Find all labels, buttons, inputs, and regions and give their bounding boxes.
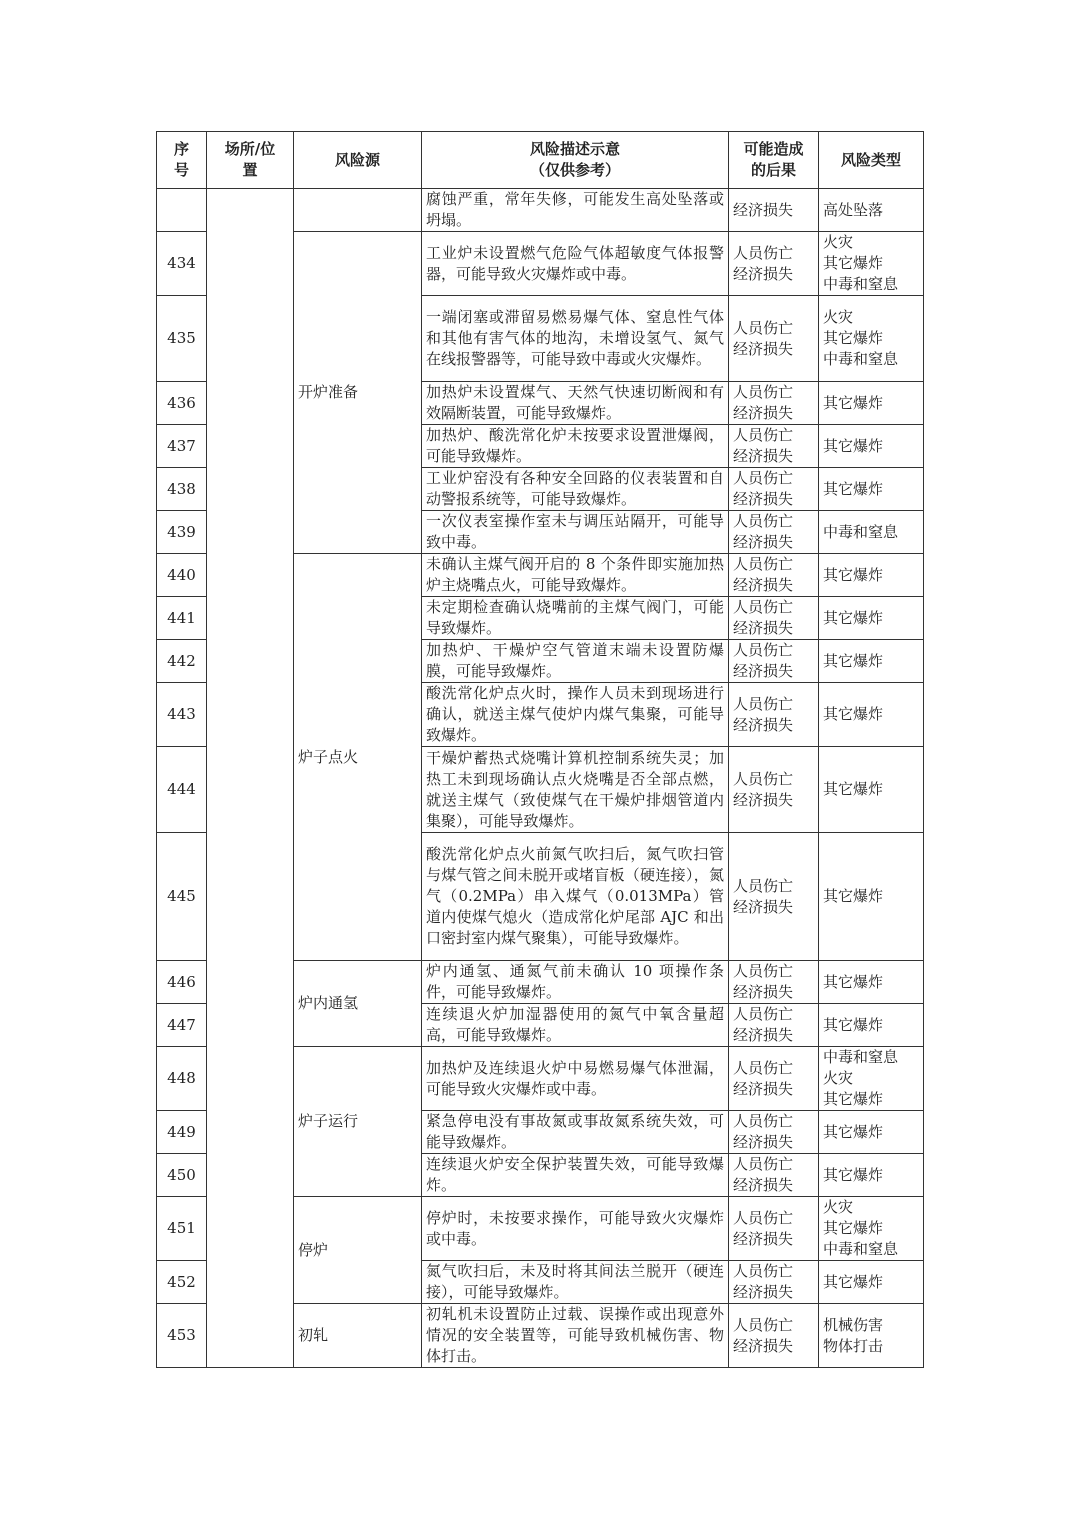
row-number: 447 (157, 1004, 207, 1047)
row-number: 440 (157, 554, 207, 597)
consequence: 人员伤亡 经济损失 (729, 833, 819, 961)
risk-type: 其它爆炸 (819, 640, 924, 683)
risk-source: 炉内通氢 (294, 961, 422, 1047)
row-number: 453 (157, 1304, 207, 1368)
risk-description: 工业炉未设置燃气危险气体超敏度气体报警器，可能导致火灾爆炸或中毒。 (422, 232, 729, 296)
consequence: 人员伤亡 经济损失 (729, 468, 819, 511)
risk-description: 停炉时，未按要求操作，可能导致火灾爆炸或中毒。 (422, 1197, 729, 1261)
risk-type: 高处坠落 (819, 189, 924, 232)
consequence: 人员伤亡 经济损失 (729, 1304, 819, 1368)
consequence: 人员伤亡 经济损失 (729, 554, 819, 597)
risk-type: 其它爆炸 (819, 425, 924, 468)
row-number: 434 (157, 232, 207, 296)
row-number: 445 (157, 833, 207, 961)
risk-description: 连续退火炉加湿器使用的氮气中氧含量超高，可能导致爆炸。 (422, 1004, 729, 1047)
consequence: 人员伤亡 经济损失 (729, 747, 819, 833)
risk-type: 中毒和窒息 (819, 511, 924, 554)
risk-description: 炉内通氢、通氮气前未确认 10 项操作条件，可能导致爆炸。 (422, 961, 729, 1004)
header-location: 场所/位 置 (207, 132, 294, 189)
table-header-row (157, 132, 924, 189)
consequence: 人员伤亡 经济损失 (729, 1047, 819, 1111)
risk-type: 机械伤害 物体打击 (819, 1304, 924, 1368)
risk-type: 其它爆炸 (819, 961, 924, 1004)
risk-type: 火灾 其它爆炸 中毒和窒息 (819, 1197, 924, 1261)
risk-type: 其它爆炸 (819, 382, 924, 425)
risk-description: 腐蚀严重，常年失修，可能发生高处坠落或坍塌。 (422, 189, 729, 232)
consequence: 人员伤亡 经济损失 (729, 1111, 819, 1154)
risk-description: 干燥炉蓄热式烧嘴计算机控制系统失灵；加热工未到现场确认点火烧嘴是否全部点燃，就送主煤气（致使煤气在干燥炉排烟管道内集聚），可能导致爆炸。 (422, 747, 729, 833)
risk-description: 一次仪表室操作室未与调压站隔开，可能导致中毒。 (422, 511, 729, 554)
risk-description: 加热炉未设置煤气、天然气快速切断阀和有效隔断装置，可能导致爆炸。 (422, 382, 729, 425)
risk-description: 加热炉及连续退火炉中易燃易爆气体泄漏，可能导致火灾爆炸或中毒。 (422, 1047, 729, 1111)
consequence: 人员伤亡 经济损失 (729, 640, 819, 683)
risk-type: 其它爆炸 (819, 1261, 924, 1304)
consequence: 人员伤亡 经济损失 (729, 683, 819, 747)
risk-type: 其它爆炸 (819, 1154, 924, 1197)
risk-description: 工业炉窑没有各种安全回路的仪表装置和自动警报系统等，可能导致爆炸。 (422, 468, 729, 511)
row-number: 436 (157, 382, 207, 425)
risk-type: 其它爆炸 (819, 468, 924, 511)
consequence: 经济损失 (729, 189, 819, 232)
consequence: 人员伤亡 经济损失 (729, 511, 819, 554)
risk-type: 其它爆炸 (819, 1111, 924, 1154)
risk-description: 酸洗常化炉点火前氮气吹扫后，氮气吹扫管与煤气管之间未脱开或堵盲板（硬连接），氮气（0.2MPa）串入煤气（0.013MPa）管道内使煤气熄火（造成常化炉尾部 AJC 和出口密封室内煤气聚集），可能导致爆炸。 (422, 833, 729, 961)
risk-description: 未确认主煤气阀开启的 8 个条件即实施加热炉主烧嘴点火，可能导致爆炸。 (422, 554, 729, 597)
risk-description: 连续退火炉安全保护装置失效，可能导致爆炸。 (422, 1154, 729, 1197)
header-source: 风险源 (294, 132, 422, 189)
risk-description: 未定期检查确认烧嘴前的主煤气阀门，可能导致爆炸。 (422, 597, 729, 640)
row-number: 443 (157, 683, 207, 747)
risk-description: 初轧机未设置防止过载、误操作或出现意外情况的安全装置等，可能导致机械伤害、物体打击。 (422, 1304, 729, 1368)
header-consequence: 可能造成 的后果 (729, 132, 819, 189)
risk-source: 停炉 (294, 1197, 422, 1304)
risk-type: 其它爆炸 (819, 1004, 924, 1047)
risk-description: 酸洗常化炉点火时，操作人员未到现场进行确认，就送主煤气使炉内煤气集聚，可能导致爆炸。 (422, 683, 729, 747)
consequence: 人员伤亡 经济损失 (729, 961, 819, 1004)
risk-type: 其它爆炸 (819, 683, 924, 747)
consequence: 人员伤亡 经济损失 (729, 296, 819, 382)
risk-source: 炉子运行 (294, 1047, 422, 1197)
risk-type: 其它爆炸 (819, 747, 924, 833)
risk-table (156, 131, 924, 1368)
risk-description: 一端闭塞或滞留易燃易爆气体、窒息性气体和其他有害气体的地沟，未增设氢气、氮气在线报警器等，可能导致中毒或火灾爆炸。 (422, 296, 729, 382)
risk-description: 加热炉、干燥炉空气管道末端未设置防爆膜，可能导致爆炸。 (422, 640, 729, 683)
row-number: 435 (157, 296, 207, 382)
risk-source: 炉子点火 (294, 554, 422, 961)
row-number: 441 (157, 597, 207, 640)
row-number: 439 (157, 511, 207, 554)
consequence: 人员伤亡 经济损失 (729, 425, 819, 468)
consequence: 人员伤亡 经济损失 (729, 1154, 819, 1197)
row-number: 449 (157, 1111, 207, 1154)
row-number: 448 (157, 1047, 207, 1111)
table-row (157, 189, 924, 232)
risk-source: 初轧 (294, 1304, 422, 1368)
risk-source: 开炉准备 (294, 232, 422, 554)
consequence: 人员伤亡 经济损失 (729, 232, 819, 296)
risk-type: 其它爆炸 (819, 833, 924, 961)
row-number: 437 (157, 425, 207, 468)
risk-type: 火灾 其它爆炸 中毒和窒息 (819, 296, 924, 382)
consequence: 人员伤亡 经济损失 (729, 1261, 819, 1304)
consequence: 人员伤亡 经济损失 (729, 597, 819, 640)
risk-type: 其它爆炸 (819, 554, 924, 597)
risk-source (294, 189, 422, 232)
header-description: 风险描述示意 （仅供参考） (422, 132, 729, 189)
risk-description: 氮气吹扫后，未及时将其间法兰脱开（硬连接），可能导致爆炸。 (422, 1261, 729, 1304)
risk-description: 紧急停电没有事故氮或事故氮系统失效，可能导致爆炸。 (422, 1111, 729, 1154)
row-number: 450 (157, 1154, 207, 1197)
header-type: 风险类型 (819, 132, 924, 189)
row-number: 451 (157, 1197, 207, 1261)
row-number: 452 (157, 1261, 207, 1304)
header-seq: 序 号 (157, 132, 207, 189)
risk-type: 火灾 其它爆炸 中毒和窒息 (819, 232, 924, 296)
consequence: 人员伤亡 经济损失 (729, 1197, 819, 1261)
risk-type: 其它爆炸 (819, 597, 924, 640)
row-number: 446 (157, 961, 207, 1004)
row-number: 438 (157, 468, 207, 511)
risk-type: 中毒和窒息 火灾 其它爆炸 (819, 1047, 924, 1111)
row-number: 442 (157, 640, 207, 683)
consequence: 人员伤亡 经济损失 (729, 1004, 819, 1047)
location-cell (207, 189, 294, 1368)
risk-description: 加热炉、酸洗常化炉未按要求设置泄爆阀，可能导致爆炸。 (422, 425, 729, 468)
consequence: 人员伤亡 经济损失 (729, 382, 819, 425)
row-number: 444 (157, 747, 207, 833)
row-number (157, 189, 207, 232)
